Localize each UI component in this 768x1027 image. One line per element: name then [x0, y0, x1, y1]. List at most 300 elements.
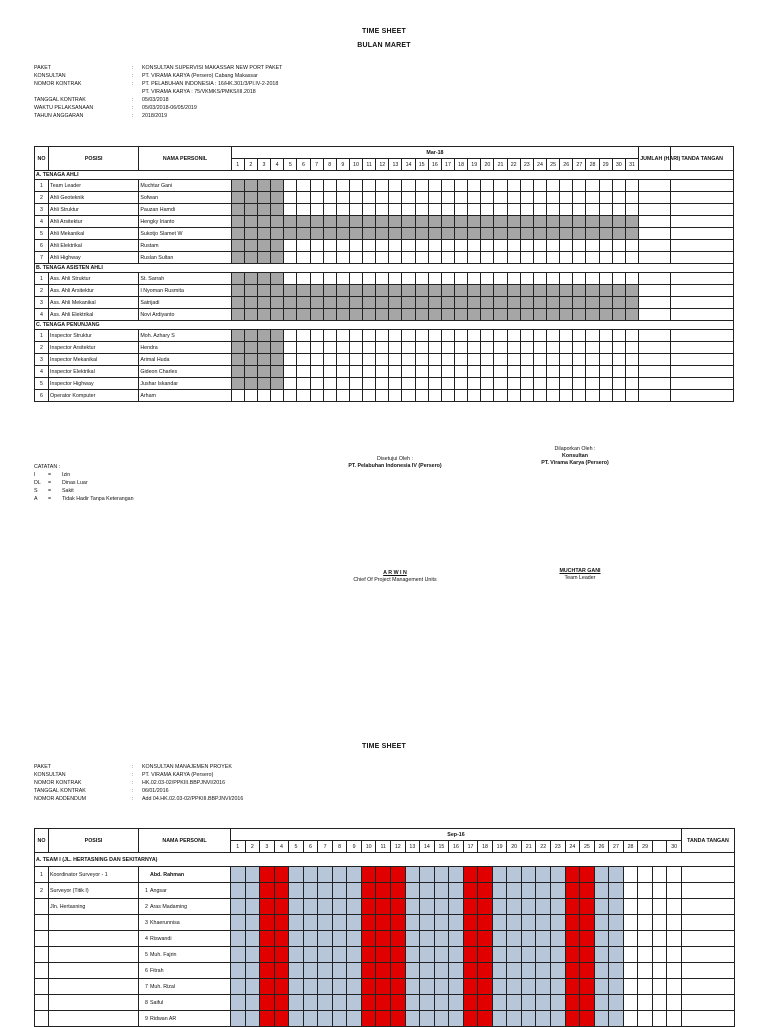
- day-cell[interactable]: [231, 883, 246, 899]
- day-cell[interactable]: [478, 931, 493, 947]
- day-cell[interactable]: [652, 915, 667, 931]
- day-cell[interactable]: [244, 309, 257, 321]
- day-cell[interactable]: [245, 899, 260, 915]
- day-cell[interactable]: [599, 297, 612, 309]
- day-cell[interactable]: [573, 180, 586, 192]
- day-cell[interactable]: [402, 297, 415, 309]
- day-cell[interactable]: [428, 309, 441, 321]
- row-ttd[interactable]: [671, 378, 734, 390]
- day-cell[interactable]: [257, 192, 270, 204]
- day-cell[interactable]: [349, 330, 362, 342]
- day-cell[interactable]: [332, 915, 347, 931]
- day-cell[interactable]: [551, 963, 566, 979]
- day-cell[interactable]: [428, 366, 441, 378]
- day-cell[interactable]: [551, 899, 566, 915]
- day-cell[interactable]: [494, 180, 507, 192]
- day-cell[interactable]: [594, 963, 609, 979]
- day-cell[interactable]: [376, 354, 389, 366]
- day-cell[interactable]: [303, 995, 318, 1011]
- day-cell[interactable]: [478, 899, 493, 915]
- row-ttd[interactable]: [671, 342, 734, 354]
- day-cell[interactable]: [520, 378, 533, 390]
- day-cell[interactable]: [551, 1011, 566, 1027]
- day-cell[interactable]: [455, 366, 468, 378]
- day-cell[interactable]: [623, 931, 638, 947]
- day-cell[interactable]: [586, 180, 599, 192]
- day-cell[interactable]: [323, 252, 336, 264]
- day-cell[interactable]: [336, 204, 349, 216]
- day-cell[interactable]: [402, 273, 415, 285]
- day-cell[interactable]: [551, 979, 566, 995]
- day-cell[interactable]: [507, 979, 522, 995]
- day-cell[interactable]: [284, 378, 297, 390]
- day-cell[interactable]: [594, 915, 609, 931]
- day-cell[interactable]: [463, 931, 478, 947]
- day-cell[interactable]: [586, 192, 599, 204]
- day-cell[interactable]: [389, 285, 402, 297]
- day-cell[interactable]: [402, 204, 415, 216]
- day-cell[interactable]: [361, 995, 376, 1011]
- day-cell[interactable]: [310, 204, 323, 216]
- day-cell[interactable]: [376, 285, 389, 297]
- day-cell[interactable]: [391, 883, 406, 899]
- day-cell[interactable]: [623, 995, 638, 1011]
- day-cell[interactable]: [323, 216, 336, 228]
- day-cell[interactable]: [376, 883, 391, 899]
- day-cell[interactable]: [547, 378, 560, 390]
- day-cell[interactable]: [507, 216, 520, 228]
- day-cell[interactable]: [415, 228, 428, 240]
- day-cell[interactable]: [441, 252, 454, 264]
- day-cell[interactable]: [349, 297, 362, 309]
- day-cell[interactable]: [349, 273, 362, 285]
- day-cell[interactable]: [625, 204, 638, 216]
- day-cell[interactable]: [612, 378, 625, 390]
- day-cell[interactable]: [428, 285, 441, 297]
- day-cell[interactable]: [594, 1011, 609, 1027]
- day-cell[interactable]: [551, 931, 566, 947]
- day-cell[interactable]: [332, 867, 347, 883]
- day-cell[interactable]: [389, 273, 402, 285]
- day-cell[interactable]: [520, 285, 533, 297]
- day-cell[interactable]: [297, 285, 310, 297]
- day-cell[interactable]: [231, 342, 244, 354]
- row-jumlah[interactable]: [639, 180, 671, 192]
- day-cell[interactable]: [468, 240, 481, 252]
- day-cell[interactable]: [297, 378, 310, 390]
- day-cell[interactable]: [347, 995, 362, 1011]
- day-cell[interactable]: [271, 390, 284, 402]
- day-cell[interactable]: [323, 180, 336, 192]
- day-cell[interactable]: [594, 883, 609, 899]
- day-cell[interactable]: [520, 297, 533, 309]
- day-cell[interactable]: [455, 180, 468, 192]
- day-cell[interactable]: [389, 180, 402, 192]
- day-cell[interactable]: [638, 995, 653, 1011]
- day-cell[interactable]: [405, 979, 420, 995]
- day-cell[interactable]: [318, 979, 333, 995]
- day-cell[interactable]: [623, 915, 638, 931]
- day-cell[interactable]: [547, 309, 560, 321]
- day-cell[interactable]: [389, 240, 402, 252]
- day-cell[interactable]: [297, 180, 310, 192]
- day-cell[interactable]: [481, 378, 494, 390]
- day-cell[interactable]: [494, 228, 507, 240]
- day-cell[interactable]: [586, 252, 599, 264]
- day-cell[interactable]: [481, 240, 494, 252]
- day-cell[interactable]: [271, 366, 284, 378]
- day-cell[interactable]: [612, 273, 625, 285]
- day-cell[interactable]: [244, 378, 257, 390]
- day-cell[interactable]: [389, 378, 402, 390]
- day-cell[interactable]: [376, 979, 391, 995]
- day-cell[interactable]: [310, 342, 323, 354]
- day-cell[interactable]: [405, 915, 420, 931]
- day-cell[interactable]: [323, 309, 336, 321]
- day-cell[interactable]: [625, 180, 638, 192]
- day-cell[interactable]: [520, 204, 533, 216]
- day-cell[interactable]: [594, 867, 609, 883]
- day-cell[interactable]: [332, 1011, 347, 1027]
- day-cell[interactable]: [415, 240, 428, 252]
- day-cell[interactable]: [310, 378, 323, 390]
- day-cell[interactable]: [547, 240, 560, 252]
- day-cell[interactable]: [468, 354, 481, 366]
- day-cell[interactable]: [492, 899, 507, 915]
- day-cell[interactable]: [463, 883, 478, 899]
- day-cell[interactable]: [347, 867, 362, 883]
- day-cell[interactable]: [376, 240, 389, 252]
- day-cell[interactable]: [507, 240, 520, 252]
- day-cell[interactable]: [455, 285, 468, 297]
- day-cell[interactable]: [257, 285, 270, 297]
- day-cell[interactable]: [245, 915, 260, 931]
- day-cell[interactable]: [521, 1011, 536, 1027]
- day-cell[interactable]: [536, 995, 551, 1011]
- day-cell[interactable]: [363, 285, 376, 297]
- day-cell[interactable]: [565, 1011, 580, 1027]
- day-cell[interactable]: [638, 947, 653, 963]
- day-cell[interactable]: [244, 297, 257, 309]
- day-cell[interactable]: [521, 947, 536, 963]
- day-cell[interactable]: [318, 931, 333, 947]
- day-cell[interactable]: [560, 216, 573, 228]
- day-cell[interactable]: [521, 979, 536, 995]
- row-jumlah[interactable]: [639, 390, 671, 402]
- day-cell[interactable]: [245, 995, 260, 1011]
- day-cell[interactable]: [332, 979, 347, 995]
- day-cell[interactable]: [303, 947, 318, 963]
- day-cell[interactable]: [652, 979, 667, 995]
- day-cell[interactable]: [303, 1011, 318, 1027]
- day-cell[interactable]: [310, 330, 323, 342]
- row-ttd[interactable]: [681, 979, 734, 995]
- day-cell[interactable]: [361, 915, 376, 931]
- day-cell[interactable]: [449, 947, 464, 963]
- day-cell[interactable]: [533, 390, 546, 402]
- day-cell[interactable]: [434, 915, 449, 931]
- day-cell[interactable]: [580, 963, 595, 979]
- day-cell[interactable]: [323, 228, 336, 240]
- day-cell[interactable]: [271, 354, 284, 366]
- day-cell[interactable]: [638, 915, 653, 931]
- day-cell[interactable]: [507, 995, 522, 1011]
- day-cell[interactable]: [536, 947, 551, 963]
- day-cell[interactable]: [667, 883, 682, 899]
- day-cell[interactable]: [363, 252, 376, 264]
- day-cell[interactable]: [612, 204, 625, 216]
- row-ttd[interactable]: [681, 915, 734, 931]
- day-cell[interactable]: [520, 354, 533, 366]
- day-cell[interactable]: [310, 192, 323, 204]
- day-cell[interactable]: [415, 309, 428, 321]
- day-cell[interactable]: [402, 240, 415, 252]
- day-cell[interactable]: [245, 947, 260, 963]
- day-cell[interactable]: [625, 252, 638, 264]
- day-cell[interactable]: [420, 947, 435, 963]
- day-cell[interactable]: [441, 354, 454, 366]
- day-cell[interactable]: [323, 330, 336, 342]
- day-cell[interactable]: [560, 228, 573, 240]
- day-cell[interactable]: [244, 342, 257, 354]
- day-cell[interactable]: [303, 899, 318, 915]
- day-cell[interactable]: [521, 963, 536, 979]
- day-cell[interactable]: [599, 378, 612, 390]
- day-cell[interactable]: [463, 1011, 478, 1027]
- day-cell[interactable]: [231, 297, 244, 309]
- day-cell[interactable]: [376, 204, 389, 216]
- row-ttd[interactable]: [671, 366, 734, 378]
- day-cell[interactable]: [594, 979, 609, 995]
- row-ttd[interactable]: [671, 354, 734, 366]
- day-cell[interactable]: [361, 963, 376, 979]
- day-cell[interactable]: [318, 915, 333, 931]
- day-cell[interactable]: [336, 216, 349, 228]
- row-jumlah[interactable]: [639, 285, 671, 297]
- day-cell[interactable]: [231, 252, 244, 264]
- day-cell[interactable]: [638, 931, 653, 947]
- day-cell[interactable]: [284, 240, 297, 252]
- day-cell[interactable]: [468, 297, 481, 309]
- day-cell[interactable]: [468, 378, 481, 390]
- day-cell[interactable]: [257, 366, 270, 378]
- day-cell[interactable]: [599, 366, 612, 378]
- day-cell[interactable]: [612, 366, 625, 378]
- day-cell[interactable]: [274, 995, 289, 1011]
- day-cell[interactable]: [318, 947, 333, 963]
- day-cell[interactable]: [363, 330, 376, 342]
- day-cell[interactable]: [244, 180, 257, 192]
- day-cell[interactable]: [244, 366, 257, 378]
- day-cell[interactable]: [560, 330, 573, 342]
- day-cell[interactable]: [573, 216, 586, 228]
- day-cell[interactable]: [376, 342, 389, 354]
- day-cell[interactable]: [257, 180, 270, 192]
- day-cell[interactable]: [565, 883, 580, 899]
- day-cell[interactable]: [463, 963, 478, 979]
- day-cell[interactable]: [318, 883, 333, 899]
- row-ttd[interactable]: [671, 390, 734, 402]
- row-ttd[interactable]: [681, 931, 734, 947]
- day-cell[interactable]: [580, 979, 595, 995]
- day-cell[interactable]: [332, 899, 347, 915]
- day-cell[interactable]: [244, 330, 257, 342]
- day-cell[interactable]: [547, 342, 560, 354]
- day-cell[interactable]: [507, 390, 520, 402]
- day-cell[interactable]: [520, 330, 533, 342]
- day-cell[interactable]: [434, 867, 449, 883]
- row-ttd[interactable]: [671, 330, 734, 342]
- day-cell[interactable]: [507, 297, 520, 309]
- day-cell[interactable]: [389, 309, 402, 321]
- day-cell[interactable]: [289, 883, 304, 899]
- day-cell[interactable]: [492, 915, 507, 931]
- day-cell[interactable]: [349, 342, 362, 354]
- day-cell[interactable]: [257, 240, 270, 252]
- day-cell[interactable]: [349, 192, 362, 204]
- day-cell[interactable]: [389, 252, 402, 264]
- day-cell[interactable]: [402, 216, 415, 228]
- day-cell[interactable]: [318, 995, 333, 1011]
- day-cell[interactable]: [667, 931, 682, 947]
- day-cell[interactable]: [573, 204, 586, 216]
- day-cell[interactable]: [310, 285, 323, 297]
- day-cell[interactable]: [289, 995, 304, 1011]
- day-cell[interactable]: [297, 366, 310, 378]
- day-cell[interactable]: [494, 342, 507, 354]
- day-cell[interactable]: [494, 330, 507, 342]
- day-cell[interactable]: [441, 285, 454, 297]
- day-cell[interactable]: [303, 931, 318, 947]
- day-cell[interactable]: [612, 240, 625, 252]
- day-cell[interactable]: [609, 1011, 624, 1027]
- day-cell[interactable]: [332, 995, 347, 1011]
- day-cell[interactable]: [507, 354, 520, 366]
- day-cell[interactable]: [415, 192, 428, 204]
- day-cell[interactable]: [623, 963, 638, 979]
- day-cell[interactable]: [349, 180, 362, 192]
- day-cell[interactable]: [434, 931, 449, 947]
- row-ttd[interactable]: [671, 285, 734, 297]
- day-cell[interactable]: [449, 931, 464, 947]
- day-cell[interactable]: [231, 216, 244, 228]
- day-cell[interactable]: [612, 192, 625, 204]
- day-cell[interactable]: [274, 883, 289, 899]
- day-cell[interactable]: [361, 899, 376, 915]
- day-cell[interactable]: [402, 354, 415, 366]
- day-cell[interactable]: [565, 979, 580, 995]
- day-cell[interactable]: [231, 1011, 246, 1027]
- day-cell[interactable]: [415, 216, 428, 228]
- day-cell[interactable]: [310, 366, 323, 378]
- day-cell[interactable]: [231, 899, 246, 915]
- day-cell[interactable]: [455, 378, 468, 390]
- row-ttd[interactable]: [681, 899, 734, 915]
- day-cell[interactable]: [349, 240, 362, 252]
- day-cell[interactable]: [551, 883, 566, 899]
- day-cell[interactable]: [318, 899, 333, 915]
- day-cell[interactable]: [405, 963, 420, 979]
- day-cell[interactable]: [481, 204, 494, 216]
- day-cell[interactable]: [402, 192, 415, 204]
- day-cell[interactable]: [274, 963, 289, 979]
- day-cell[interactable]: [520, 180, 533, 192]
- day-cell[interactable]: [536, 883, 551, 899]
- day-cell[interactable]: [363, 228, 376, 240]
- day-cell[interactable]: [376, 931, 391, 947]
- day-cell[interactable]: [271, 228, 284, 240]
- day-cell[interactable]: [391, 931, 406, 947]
- day-cell[interactable]: [586, 390, 599, 402]
- day-cell[interactable]: [547, 228, 560, 240]
- day-cell[interactable]: [533, 180, 546, 192]
- day-cell[interactable]: [231, 378, 244, 390]
- day-cell[interactable]: [625, 330, 638, 342]
- day-cell[interactable]: [494, 297, 507, 309]
- day-cell[interactable]: [580, 867, 595, 883]
- row-ttd[interactable]: [671, 252, 734, 264]
- day-cell[interactable]: [297, 204, 310, 216]
- day-cell[interactable]: [468, 390, 481, 402]
- day-cell[interactable]: [494, 390, 507, 402]
- day-cell[interactable]: [441, 180, 454, 192]
- day-cell[interactable]: [336, 192, 349, 204]
- day-cell[interactable]: [363, 390, 376, 402]
- day-cell[interactable]: [303, 867, 318, 883]
- day-cell[interactable]: [363, 216, 376, 228]
- day-cell[interactable]: [391, 995, 406, 1011]
- day-cell[interactable]: [389, 366, 402, 378]
- day-cell[interactable]: [573, 228, 586, 240]
- day-cell[interactable]: [625, 390, 638, 402]
- day-cell[interactable]: [625, 297, 638, 309]
- day-cell[interactable]: [428, 228, 441, 240]
- day-cell[interactable]: [420, 915, 435, 931]
- row-ttd[interactable]: [681, 867, 734, 883]
- day-cell[interactable]: [449, 899, 464, 915]
- day-cell[interactable]: [428, 216, 441, 228]
- day-cell[interactable]: [415, 378, 428, 390]
- row-jumlah[interactable]: [639, 273, 671, 285]
- day-cell[interactable]: [478, 995, 493, 1011]
- day-cell[interactable]: [612, 297, 625, 309]
- day-cell[interactable]: [492, 963, 507, 979]
- day-cell[interactable]: [244, 252, 257, 264]
- day-cell[interactable]: [289, 963, 304, 979]
- day-cell[interactable]: [565, 931, 580, 947]
- day-cell[interactable]: [449, 963, 464, 979]
- day-cell[interactable]: [580, 995, 595, 1011]
- day-cell[interactable]: [271, 330, 284, 342]
- day-cell[interactable]: [323, 297, 336, 309]
- day-cell[interactable]: [310, 180, 323, 192]
- day-cell[interactable]: [520, 192, 533, 204]
- day-cell[interactable]: [492, 947, 507, 963]
- day-cell[interactable]: [586, 297, 599, 309]
- day-cell[interactable]: [376, 899, 391, 915]
- day-cell[interactable]: [463, 979, 478, 995]
- day-cell[interactable]: [507, 366, 520, 378]
- day-cell[interactable]: [481, 252, 494, 264]
- day-cell[interactable]: [468, 192, 481, 204]
- day-cell[interactable]: [271, 180, 284, 192]
- row-ttd[interactable]: [671, 297, 734, 309]
- day-cell[interactable]: [638, 963, 653, 979]
- day-cell[interactable]: [481, 180, 494, 192]
- day-cell[interactable]: [573, 342, 586, 354]
- day-cell[interactable]: [376, 228, 389, 240]
- day-cell[interactable]: [594, 995, 609, 1011]
